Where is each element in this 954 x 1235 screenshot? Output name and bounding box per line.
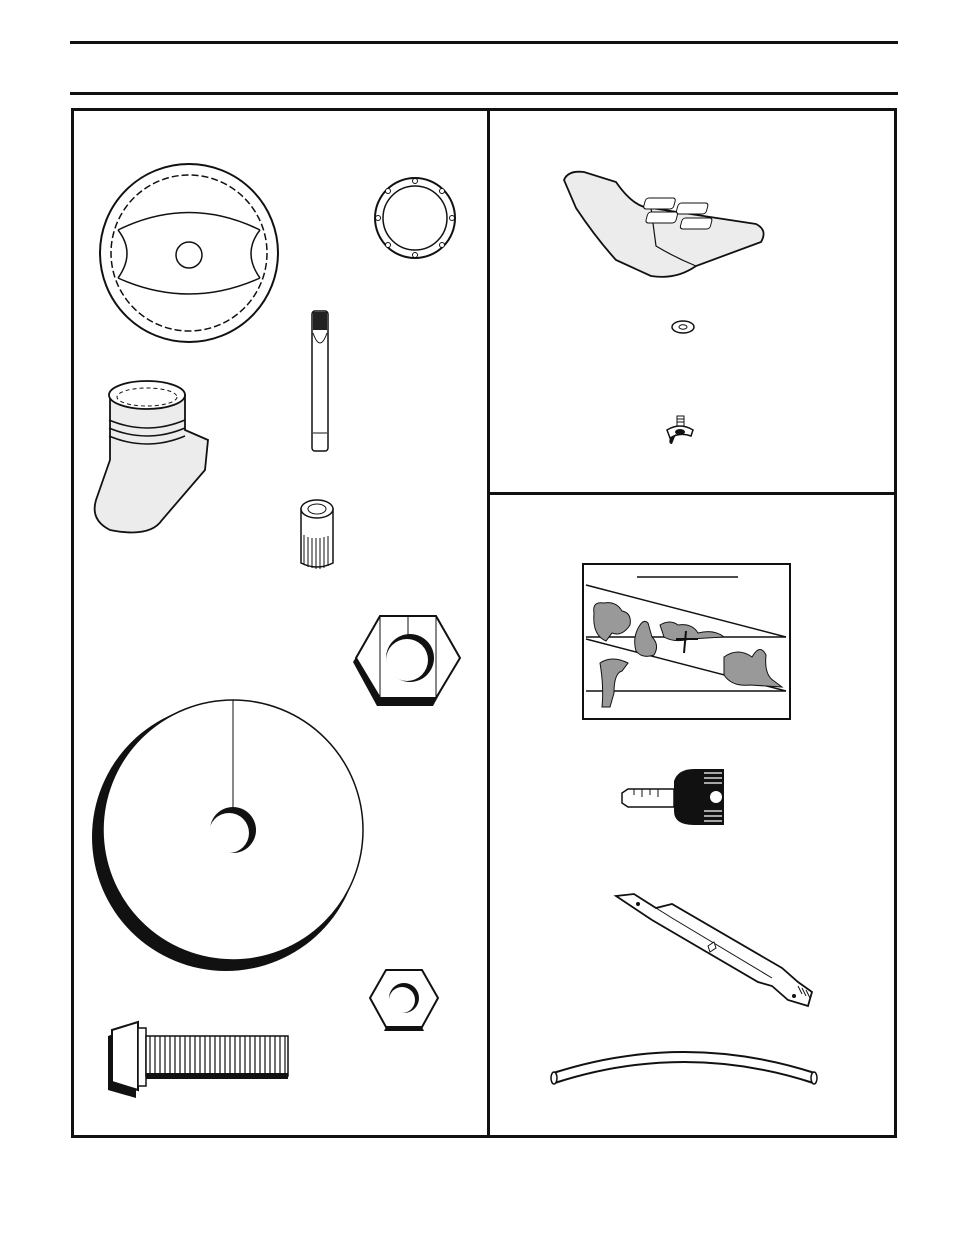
- steering-column-boot-icon: [90, 370, 220, 540]
- header-rule-bottom: [70, 92, 898, 95]
- steering-adapter-ring-icon: [372, 175, 462, 265]
- mower-blade-icon: [612, 890, 817, 1012]
- panel-divider-horizontal: [489, 492, 897, 495]
- seat-wing-knob-icon: [664, 414, 696, 448]
- ignition-key-icon: [618, 767, 730, 829]
- panel-divider-vertical: [487, 108, 490, 1138]
- washer-large-icon: [92, 697, 370, 975]
- seat-icon: [556, 168, 771, 283]
- seat-washer-icon: [670, 318, 696, 336]
- steering-wheel-icon: [96, 160, 286, 350]
- steering-shaft-extension-icon: [300, 305, 340, 455]
- hex-nut-small-icon: [368, 965, 442, 1035]
- hex-bolt-icon: [106, 1018, 296, 1100]
- header-rule-top: [70, 41, 898, 44]
- tube-icon: [546, 1042, 822, 1088]
- steering-insert-icon: [295, 495, 340, 575]
- slope-guide-icon: [582, 563, 792, 721]
